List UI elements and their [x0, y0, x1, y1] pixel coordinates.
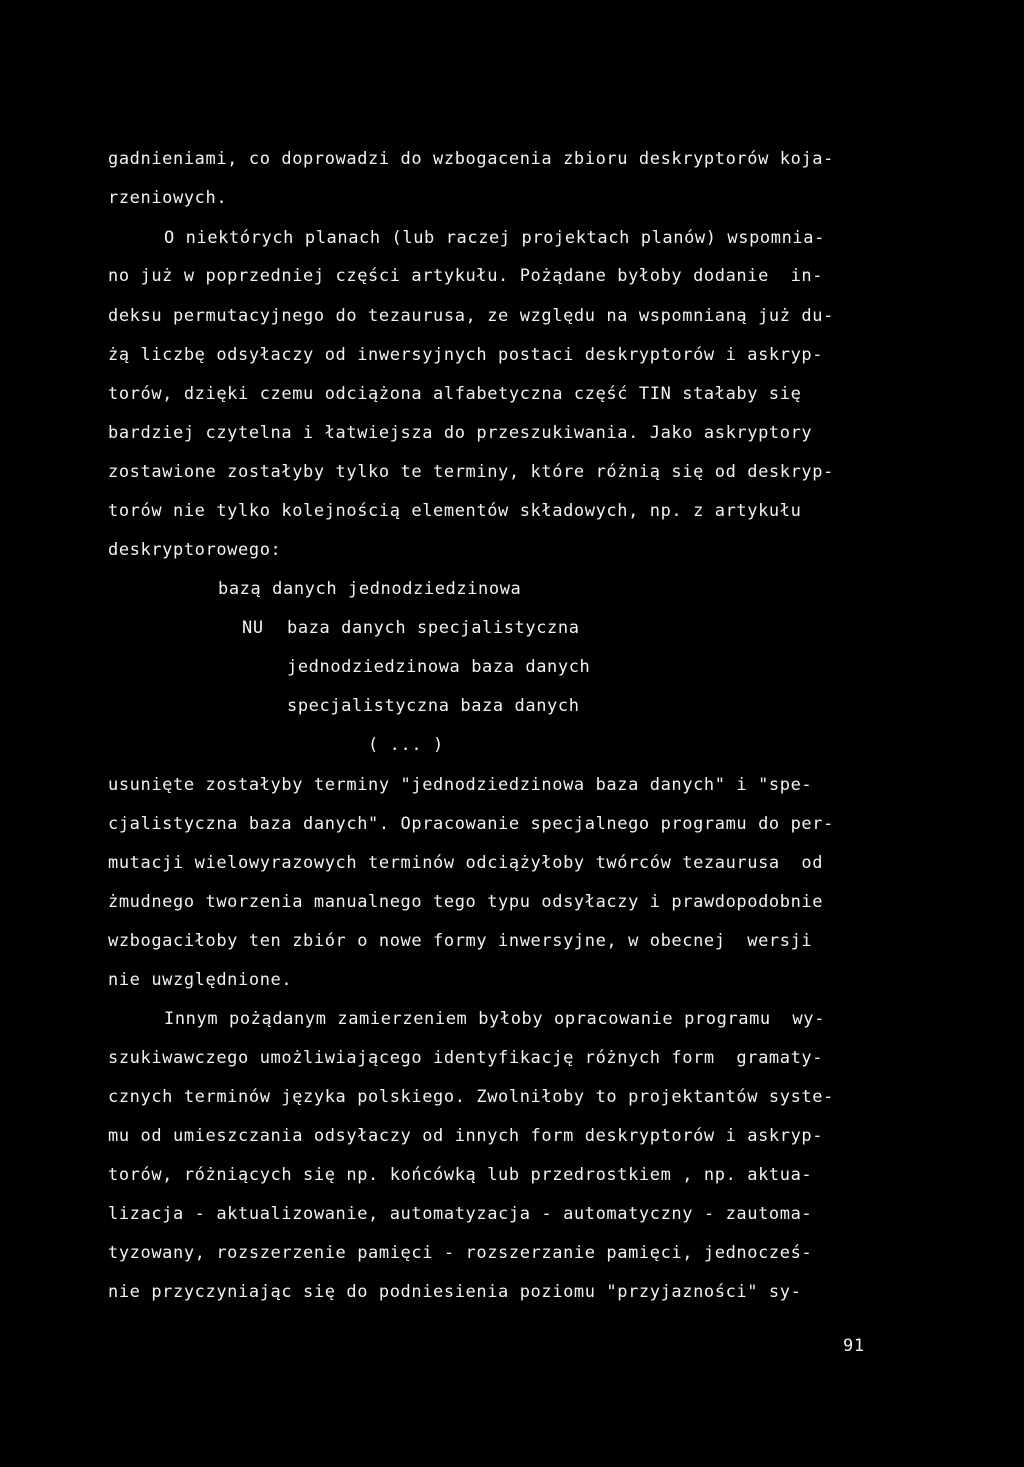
text-line: nie uwzględnione.	[108, 970, 293, 990]
text-line: torów, dzięki czemu odciążona alfabetyczna część TIN stałaby się	[108, 384, 802, 404]
text-line: deskryptorowego:	[108, 540, 282, 560]
text-line: cznych terminów języka polskiego. Zwolniłoby to projektantów syste-	[108, 1087, 834, 1107]
text-line: tyzowany, rozszerzenie pamięci - rozszerzanie pamięci, jednocześ-	[108, 1243, 813, 1263]
text-line: zostawione zostałyby tylko te terminy, które różnią się od deskryp-	[108, 462, 834, 482]
text-line: mutacji wielowyrazowych terminów odciążyłoby twórców tezaurusa od	[108, 853, 824, 873]
text-line: Innym pożądanym zamierzeniem byłoby opracowanie programu wy-	[164, 1009, 825, 1029]
text-line: cjalistyczna baza danych". Opracowanie specjalnego programu do per-	[108, 814, 834, 834]
example-descriptor: bazą danych jednodziedzinowa	[218, 579, 522, 599]
text-line: torów, różniących się np. końcówką lub przedrostkiem , np. aktua-	[108, 1165, 813, 1185]
text-line: żą liczbę odsyłaczy od inwersyjnych postaci deskryptorów i askryp-	[108, 345, 824, 365]
nu-entry: jednodziedzinowa baza danych	[287, 657, 591, 677]
text-line: no już w poprzedniej części artykułu. Pożądane byłoby dodanie in-	[108, 266, 824, 286]
text-line: wzbogaciłoby ten zbiór o nowe formy inwersyjne, w obecnej wersji	[108, 931, 813, 951]
text-line: O niektórych planach (lub raczej projektach planów) wspomnia-	[164, 228, 825, 248]
page-number: 91	[843, 1336, 865, 1356]
text-line: mu od umieszczania odsyłaczy od innych form deskryptorów i askryp-	[108, 1126, 824, 1146]
text-line: żmudnego tworzenia manualnego tego typu odsyłaczy i prawdopodobnie	[108, 892, 824, 912]
text-line: lizacja - aktualizowanie, automatyzacja - automatyczny - zautoma-	[108, 1204, 813, 1224]
nu-label: NU	[242, 618, 264, 638]
text-line: usunięte zostałyby terminy "jednodziedzinowa baza danych" i "spe-	[108, 775, 813, 795]
text-line: rzeniowych.	[108, 188, 228, 208]
nu-entry: specjalistyczna baza danych	[287, 696, 580, 716]
text-line: torów nie tylko kolejnością elementów składowych, np. z artykułu	[108, 501, 802, 521]
text-line: gadnieniami, co doprowadzi do wzbogacenia zbioru deskryptorów koja-	[108, 149, 834, 169]
text-line: nie przyczyniając się do podniesienia poziomu "przyjazności" sy-	[108, 1282, 802, 1302]
nu-entry: baza danych specjalistyczna	[287, 618, 580, 638]
example-ellipsis: ( ... )	[368, 735, 444, 755]
text-line: bardziej czytelna i łatwiejsza do przeszukiwania. Jako askryptory	[108, 423, 813, 443]
text-line: deksu permutacyjnego do tezaurusa, ze względu na wspomnianą już du-	[108, 306, 834, 326]
text-line: szukiwawczego umożliwiającego identyfikację różnych form gramaty-	[108, 1048, 824, 1068]
